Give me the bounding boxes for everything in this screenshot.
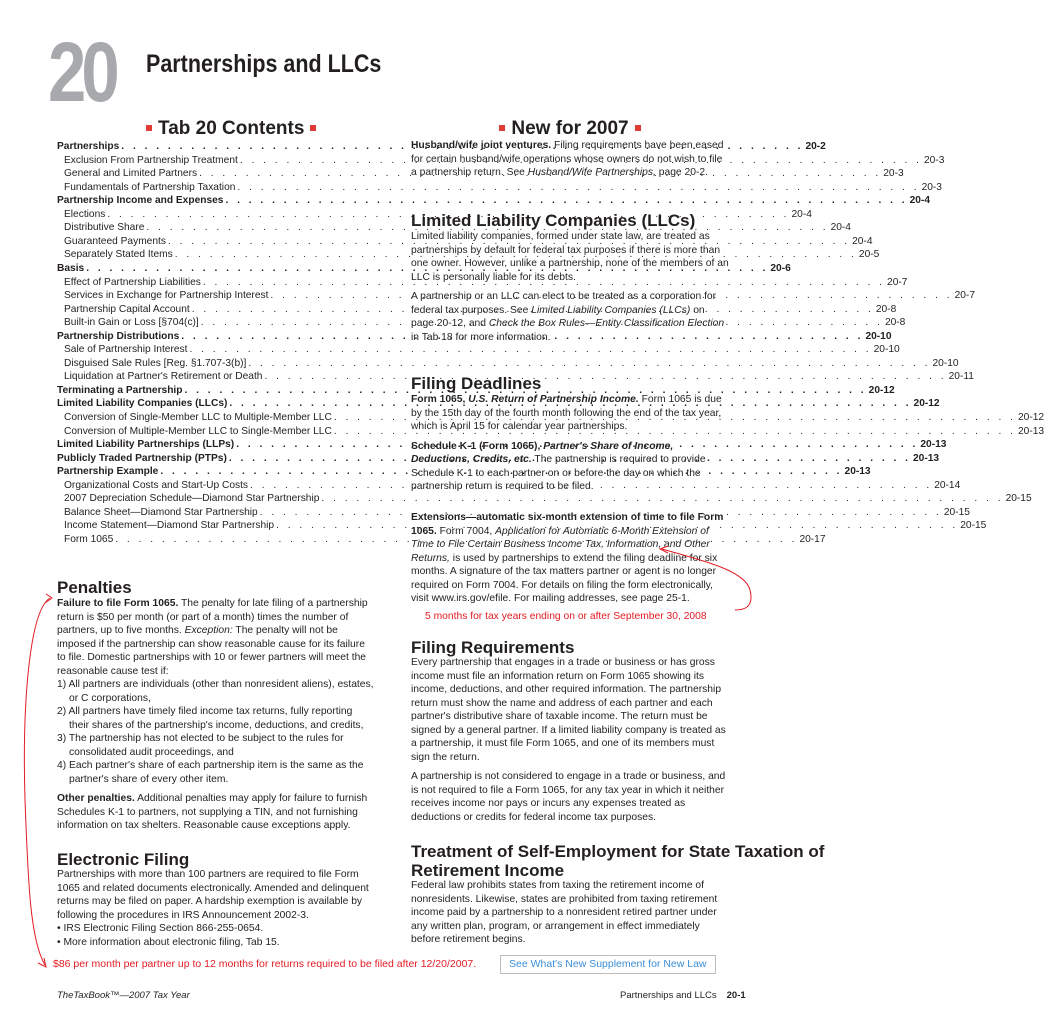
toc-entry-page: 20-10 <box>932 357 959 369</box>
footer-right: Partnerships and LLCs 20-1 <box>620 990 746 1001</box>
toc-entry-page: 20-7 <box>954 290 975 302</box>
efiling-heading: Electronic Filing <box>57 850 190 869</box>
toc-entry-page: 20-4 <box>852 235 873 247</box>
toc-entry-page: 20-12 <box>868 384 895 396</box>
toc-entry-page: 20-5 <box>858 249 880 261</box>
toc-entry-label: Limited Liability Partnerships (LLPs) <box>57 439 235 451</box>
toc-entry-label: Limited Liability Companies (LLCs) <box>57 398 228 410</box>
toc-entry-label: Liquidation at Partner's Retirement or Death <box>64 371 263 383</box>
exception-label: Exception: <box>184 625 233 636</box>
toc-entry-page: 20-2 <box>805 141 826 152</box>
penalty-item: 1) All partners are individuals (other than nonresident aliens), estates, or C corporations, <box>57 679 374 704</box>
schedule-k1-paragraph: Schedule K-1 (Form 1065), Partner's Share of Income, Deductions, Credits, etc. The partnership is required to provide Schedule K-1 to each partner on or before the day on which the partnership return is required to be filed. <box>411 440 706 492</box>
deadlines-heading: Filing Deadlines <box>411 374 542 393</box>
toc-entry-page: 20-6 <box>770 262 791 274</box>
toc-entry-label: Built-in Gain or Loss [§704(c)] <box>64 317 199 329</box>
extension-handwritten-note: 5 months for tax years ending on or after September 30, 2008 <box>425 611 707 622</box>
toc-entry-page: 20-3 <box>924 154 945 166</box>
toc-entry-label: Exclusion From Partnership Treatment <box>64 154 238 166</box>
toc-entry-label: General and Limited Partners <box>64 168 198 180</box>
toc-entry-page: 20-13 <box>844 466 871 478</box>
toc-entry-page: 20-11 <box>948 371 974 383</box>
toc-entry-label: Conversion of Multiple-Member LLC to Single-Member LLC <box>64 425 332 437</box>
penalties-heading: Penalties <box>57 578 132 597</box>
toc-entry-page: 20-13 <box>913 452 940 464</box>
toc-entry-label: Separately Stated Items <box>64 249 173 261</box>
extensions-paragraph: Extensions—automatic six-month extension of time to file Form 1065. Form 7004, Application for Automatic 6-Month Extension of Time to File Certain Business Income Tax, Information, and Other Returns, is used by partnerships to extend the filing deadline for six months. A signature of the tax matters partner or agent is no longer required on Form 7004. For details on filing the form electronically, visit www.irs.gov/efile. For mailing addresses, see page 25-1. <box>411 512 724 604</box>
toc-entry-label: Basis <box>57 262 85 274</box>
toc-entry-page: 20-13 <box>1018 425 1044 437</box>
penalty-handwritten-note: $86 per month per partner up to 12 months for returns required to be filed after 12/20/2007. <box>53 958 477 970</box>
chapter-number: 20 <box>48 25 115 119</box>
toc-entry-label: Effect of Partnership Liabilities <box>64 276 201 288</box>
toc-entry-page: 20-14 <box>934 479 961 491</box>
requirements-paragraph: A partnership is not considered to engage in a trade or business, and is not required to file a Form 1065, for any tax year in which it neither receives income nor pays or incurs any expenses treated as deductions or credits for federal income tax purposes. <box>411 771 726 823</box>
toc-entry-page: 20-4 <box>791 208 812 220</box>
llc-heading: Limited Liability Companies (LLCs) <box>411 211 696 230</box>
toc-entry-label: Disguised Sale Rules [Reg. §1.707-3(b)] <box>64 357 247 369</box>
toc-entry-page: 20-7 <box>887 276 908 288</box>
requirements-paragraph: Every partnership that engages in a trade or business or has gross income must file an information return on Form 1065 showing its income, deductions, and other required information. The partnership return must show the name and address of each partner and each partner's distributive share of taxable income. The return must be signed by a general partner. If a limited liability company is treated as a partnership, it must file Form 1065, and one of its members must sign the return. <box>411 657 726 763</box>
toc-entry-label: Publicly Traded Partnership (PTPs) <box>57 452 227 464</box>
toc-entry-page: 20-8 <box>884 317 906 329</box>
toc-entry-page: 20-15 <box>960 520 987 532</box>
efiling-bullet: • IRS Electronic Filing Section 866-255-0654. <box>57 923 264 934</box>
toc-heading-text: Tab 20 Contents <box>158 118 305 139</box>
efiling-bullet: • More information about electronic filing, Tab 15. <box>57 936 280 948</box>
toc-entry-label: Fundamentals of Partnership Taxation <box>64 181 236 193</box>
toc-entry-label: Partnerships <box>57 141 120 152</box>
toc-entry-label: Partnership Example <box>57 466 159 478</box>
se-treatment-body: Federal law prohibits states from taxing the retirement income of nonresidents. Likewise, states are prohibited from taxing retirement income paid by a partnership to a nonresident retired partner under any written plan, program, or arrangement in effect immediately before retirement begins. <box>411 880 718 945</box>
toc-entry-page: 20-15 <box>943 506 970 518</box>
new-for-2007-heading: New for 2007 <box>470 118 670 140</box>
requirements-heading: Filing Requirements <box>411 638 575 657</box>
toc-entry-label: Conversion of Single-Member LLC to Multiple-Member LLC <box>64 412 332 423</box>
penalty-paragraph: Failure to file Form 1065. The penalty for late filing of a partnership return is $50 per month (or part of a month) times the number of partners, up to five months. Exception: The penalty will not be imposed if the partnership can show reasonable cause for its failure to file. Domestic partnerships with 10 or fewer partners will meet the reasonable cause test if: <box>57 598 368 677</box>
page-number: 20-1 <box>726 990 746 1001</box>
toc-entry-page: 20-4 <box>909 195 931 207</box>
toc-entry-label: Terminating a Partnership <box>57 384 183 396</box>
toc-entry-label: Partnership Distributions <box>57 330 180 342</box>
toc-entry-page: 20-10 <box>865 330 892 342</box>
penalty-item: 3) The partnership has not elected to be subject to the rules for consolidated audit proceedings, and <box>57 733 344 758</box>
penalty-curve-arrow <box>24 598 50 965</box>
toc-entry-page: 20-13 <box>920 439 947 451</box>
toc-entry-page: 20-8 <box>875 303 897 315</box>
footer-left: TheTaxBook™—2007 Tax Year <box>57 990 190 1001</box>
toc-entry-page: 20-10 <box>873 344 900 356</box>
toc-entry-label: Organizational Costs and Start-Up Costs <box>64 479 249 491</box>
toc-entry-label: Partnership Capital Account <box>64 303 190 315</box>
toc-entry-label: Services in Exchange for Partnership Interest <box>64 290 269 302</box>
new-for-2007-body: Husband/wife joint ventures. Filing requirements have been eased for certain husband/wife operations whose owners do not wish to file a partnership return. See Husband/Wife Partnerships, page 20-2. <box>411 140 724 178</box>
toc-entry-label: Income Statement—Diamond Star Partnership <box>64 520 275 532</box>
toc-entry-page: 20-12 <box>913 398 940 410</box>
extension-curve-arrow <box>662 549 751 610</box>
toc-entry-label: Elections <box>64 208 106 220</box>
efiling-paragraph: Partnerships with more than 100 partners are required to file Form 1065 and related documents electronically. Amended and delinquent returns may be filed on paper. A hardship exemption is available by following the procedures in IRS Announcement 2002-3. <box>57 869 369 921</box>
toc-entry-label: Form 1065 <box>64 533 114 545</box>
chapter-title: Partnerships and LLCs <box>146 50 382 78</box>
toc-entry-page: 20-15 <box>1005 493 1032 505</box>
toc-entry-label: Partnership Income and Expenses <box>57 195 224 207</box>
toc-entry-page: 20-3 <box>883 168 904 180</box>
penalty-item: 4) Each partner's share of each partnership item is the same as the partner's share of every other item. <box>57 760 364 785</box>
llc-paragraph: Limited liability companies, formed under state law, are treated as partnerships by default for federal tax purposes if there is more than one owner. However, unlike a partnership, none of the members of an LLC is personally liable for its debts. <box>411 231 729 283</box>
llc-paragraph: A partnership or an LLC can elect to be treated as a corporation for federal tax purposes. See Limited Liability Companies (LLCs) on page 20-12, and Check the Box Rules—Entity Classification Election in Tab 18 for more information. <box>411 291 725 343</box>
toc-entry-page: 20-4 <box>830 222 851 234</box>
toc-entry-label: 2007 Depreciation Schedule—Diamond Star Partnership <box>64 493 320 505</box>
toc-entry-label: Guaranteed Payments <box>64 235 166 247</box>
toc-entry-label: Distributive Share <box>64 222 145 234</box>
form-1065-paragraph: Form 1065, U.S. Return of Partnership Income. Form 1065 is due by the 15th day of the fourth month following the end of the tax year, which is April 15 for calendar year partnerships. <box>411 394 722 432</box>
toc-entry-page: 20-3 <box>921 181 942 193</box>
whats-new-supplement-link[interactable]: See What's New Supplement for New Law <box>500 955 716 974</box>
other-penalties-paragraph: Other penalties. Additional penalties may apply for failure to furnish Schedules K-1 to partners, not supplying a TIN, and not furnishing information on tax shelters. Reasonable cause exceptions apply. <box>57 793 368 831</box>
se-treatment-heading: Treatment of Self-Employment for State Taxation of Retirement Income <box>411 842 825 880</box>
penalty-item: 2) All partners have timely filed income tax returns, fully reporting their shares of the partnership's income, deductions, and credits, <box>57 706 364 731</box>
toc-entry-label: Balance Sheet—Diamond Star Partnership <box>64 506 258 518</box>
toc-entry-page: 20-12 <box>1018 412 1044 423</box>
toc-entry-label: Sale of Partnership Interest <box>64 344 188 356</box>
toc-entry-page: 20-17 <box>799 533 826 545</box>
penalty-lead: Failure to file Form 1065. <box>57 598 179 609</box>
